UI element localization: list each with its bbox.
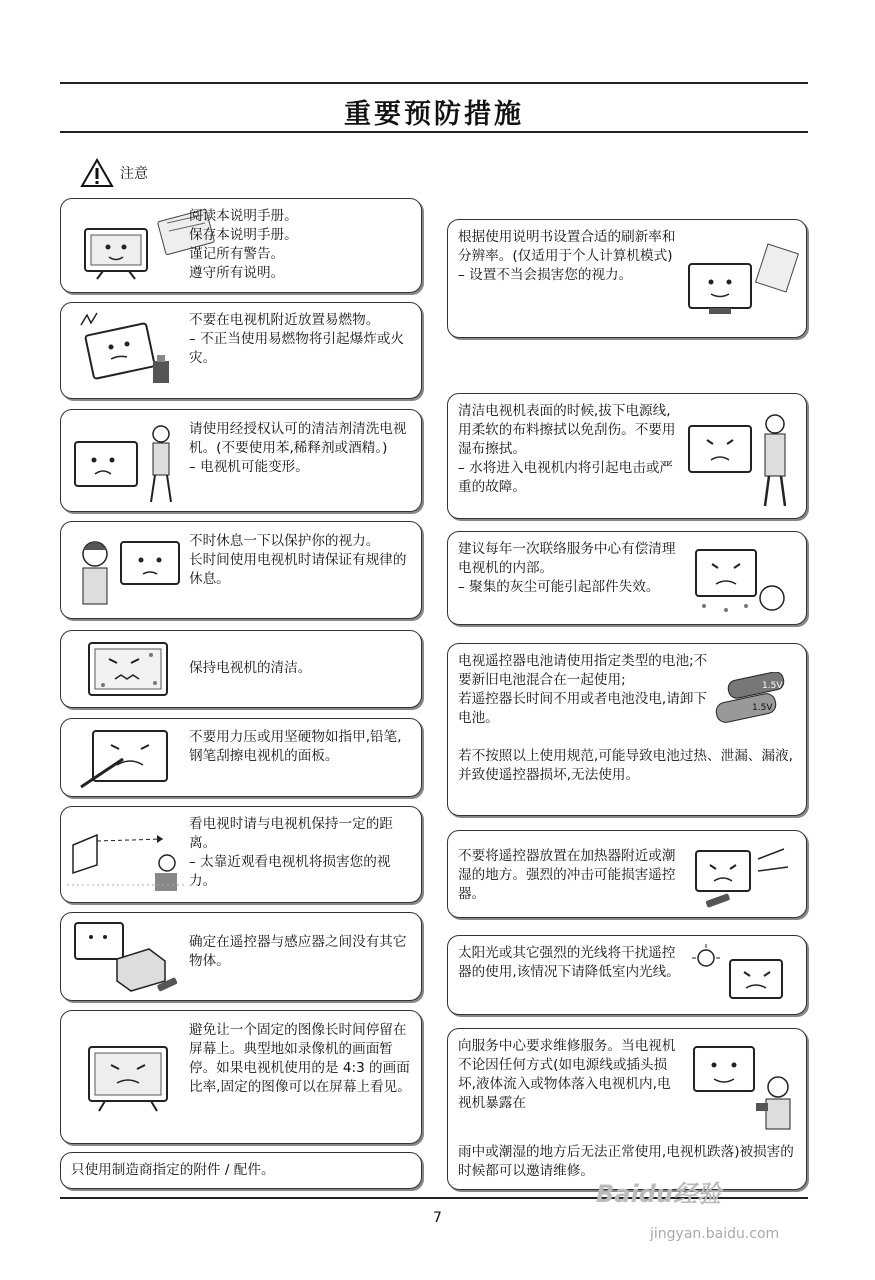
remote-obstacle-illustration	[69, 919, 184, 999]
page-title: 重要预防措施	[344, 99, 524, 130]
notice-flammables	[60, 302, 422, 399]
technician-repair-illustration	[686, 1039, 801, 1137]
notice-text: 避免让一个固定的图像长时间停留在屏幕上。典型地如录像机的画面暂停。如果电视机使用的是 4:3 的画面比率,固定的图像可以在屏幕上看见。	[189, 1022, 411, 1095]
notice-viewing-distance	[60, 806, 422, 903]
watermark-brand: Baidu经验	[596, 1180, 721, 1208]
notice-keep-clean	[60, 630, 422, 708]
notice-annual-service	[447, 531, 807, 625]
notice-text: 电视遥控器电池请使用指定类型的电池;不要新旧电池混合在一起使用; 若遥控器长时间不用或者电池没电,请卸下电池。	[458, 653, 708, 726]
notice-cleaning-surface	[447, 393, 807, 519]
notice-text: 太阳光或其它强烈的光线将干扰遥控器的使用,该情况下请降低室内光线。	[458, 945, 680, 980]
notice-text: 不要将遥控器放置在加热器附近或潮湿的地方。强烈的冲击可能损害遥控器。	[458, 848, 676, 902]
person-wiping-tv-illustration	[683, 402, 801, 512]
sunlight-remote-illustration	[686, 942, 801, 1012]
notice-text: 确定在遥控器与感应器之间没有其它物体。	[189, 934, 407, 969]
notice-text: 阅读本说明手册。 保存本说明手册。 谨记所有警告。 遵守所有说明。	[189, 208, 298, 281]
title-rule	[60, 131, 808, 133]
notice-text: 根据使用说明书设置合适的刷新率和分辨率。(仅适用于个人计算机模式) – 设置不当会损害您的视力。	[458, 229, 676, 283]
notice-battery	[447, 643, 807, 816]
notice-text: 不要在电视机附近放置易燃物。 – 不正当使用易燃物将引起爆炸或火灾。	[189, 312, 405, 366]
battery-label-upper: 1.5V	[762, 681, 783, 691]
tv-scratched-illustration	[77, 725, 187, 793]
tv-static-image-illustration	[81, 1039, 181, 1117]
notice-text: 不要用力压或用坚硬物如指甲,铅笔,钢笔刮擦电视机的面板。	[189, 729, 402, 764]
notice-text: 只使用制造商指定的附件 / 配件。	[71, 1162, 275, 1178]
page-number: 7	[433, 1210, 442, 1226]
notice-cleaner	[60, 409, 422, 512]
caution-label: 注意	[120, 166, 148, 182]
dirty-tv-illustration	[79, 637, 189, 703]
battery-label-lower: 1.5V	[752, 703, 773, 713]
notice-static-image	[60, 1010, 422, 1144]
notice-remote-clear-path	[60, 912, 422, 1001]
watermark-url: jingyan.baidu.com	[650, 1226, 780, 1242]
notice-text: 建议每年一次联络服务中心有偿清理电视机的内部。 – 聚集的灰尘可能引起部件失效。	[458, 541, 676, 595]
notice-accessories	[60, 1152, 422, 1189]
notice-read-manual	[60, 198, 422, 293]
notice-service-repair	[447, 1028, 807, 1190]
monitor-with-manual-illustration	[683, 238, 801, 326]
notice-no-scratch	[60, 718, 422, 797]
notice-text-continued: 雨中或潮湿的地方后无法正常使用,电视机跌落)被损害的时候都可以邀请维修。	[458, 1144, 794, 1179]
notice-text: 向服务中心要求维修服务。当电视机不论因任何方式(如电源线或插头损坏,液体流入或物体落入电视机内,电视机暴露在	[458, 1038, 676, 1111]
notice-text: 保持电视机的清洁。	[189, 660, 312, 676]
notice-remote-heat	[447, 830, 807, 918]
top-rule	[60, 82, 808, 84]
viewing-distance-illustration	[67, 815, 187, 899]
battery-icon	[710, 672, 792, 728]
warning-icon	[80, 158, 114, 188]
caution-heading	[80, 157, 148, 189]
tv-flammable-illustration	[71, 311, 181, 391]
notice-text: 清洁电视机表面的时候,拔下电源线,用柔软的布料擦拭以免刮伤。不要用湿布擦拭。 – 水将进入电视机内将引起电击或严重的故障。	[458, 403, 676, 495]
notice-rest-eyes	[60, 521, 422, 619]
remote-near-heater-illustration	[686, 841, 801, 913]
notice-strong-light	[447, 935, 807, 1015]
notice-refresh-rate	[447, 219, 807, 338]
notice-text-continued: 若不按照以上使用规范,可能导致电池过热、泄漏、漏液,并致使遥控器损坏,无法使用。	[458, 748, 793, 783]
notice-text: 不时休息一下以保护你的视力。 长时间使用电视机时请保证有规律的休息。	[189, 533, 407, 587]
notice-text: 看电视时请与电视机保持一定的距离。 – 太靠近观看电视机将损害您的视力。	[189, 816, 393, 889]
tv-and-person-cleaning-illustration	[69, 418, 184, 506]
notice-text: 请使用经授权认可的清洁剂清洗电视机。(不要使用苯,稀释剂或酒精。) – 电视机可能变形。	[189, 421, 407, 475]
dusty-tv-illustration	[686, 542, 801, 618]
person-rubbing-eyes-illustration	[69, 530, 184, 612]
